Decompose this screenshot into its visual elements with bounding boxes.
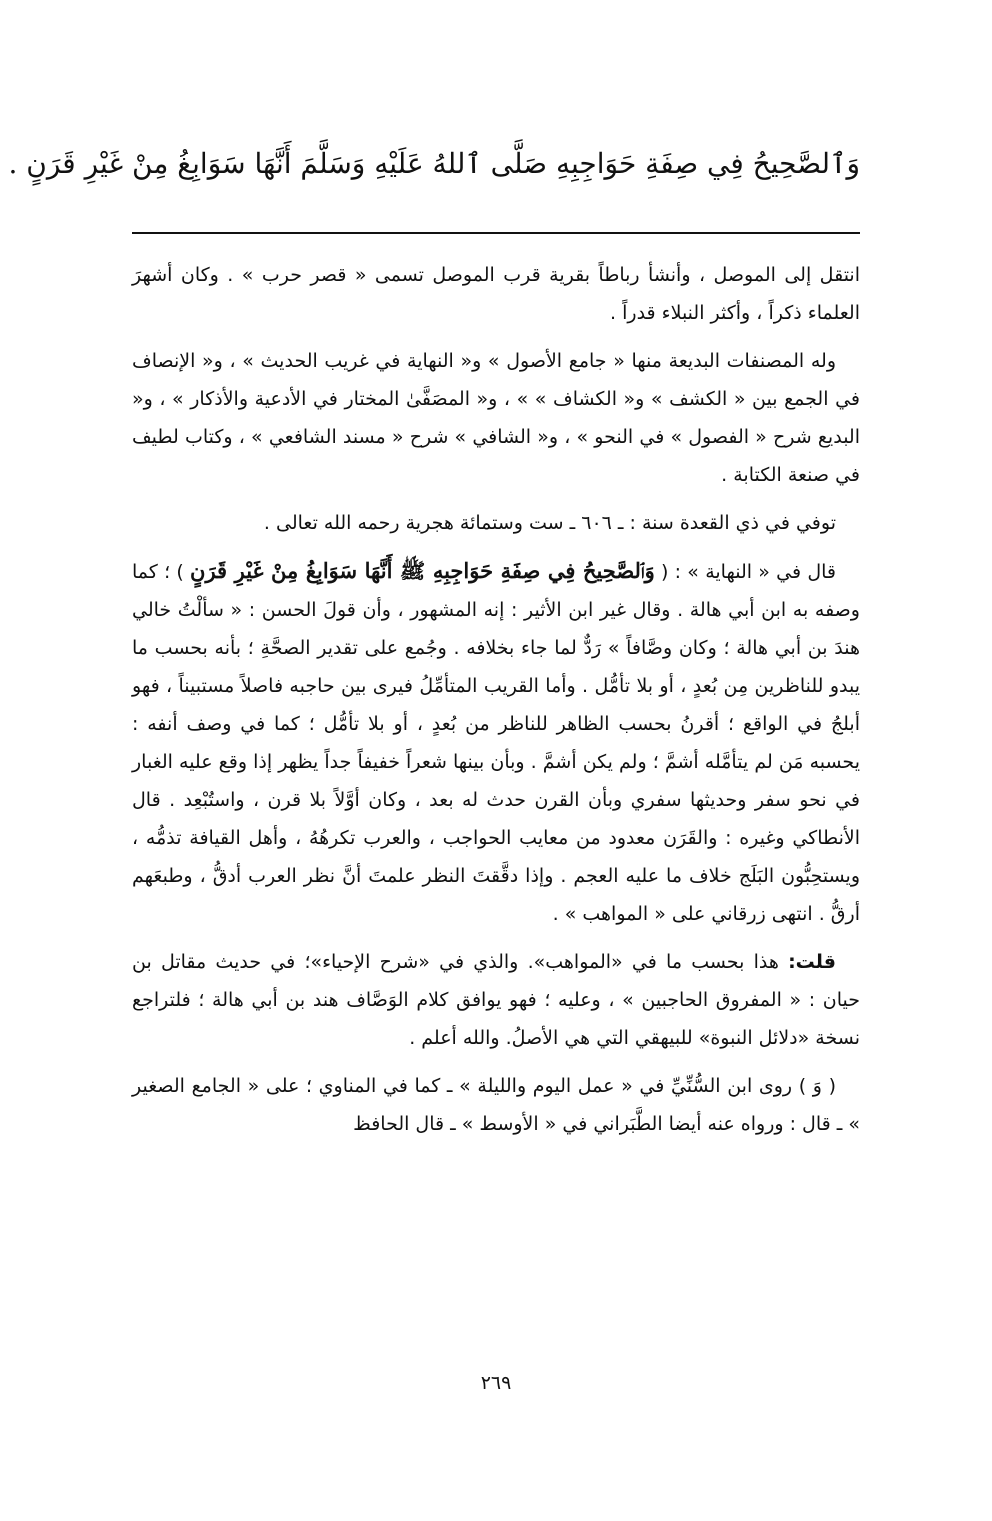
- paragraph-4: [132, 552, 860, 933]
- paragraph-3: توفي في ذي القعدة سنة : ـ ٦٠٦ ـ ست وستمائة هجرية رحمه الله تعالى .: [263, 512, 836, 534]
- paragraph-4-intro: قال في « النهاية » : (: [660, 561, 836, 583]
- paragraph-2: وله المصنفات البديعة منها « جامع الأصول » و« النهاية في غريب الحديث » ، و« الإنصاف في الجمع بين « الكشف » و« الكشاف » » ، و« المصَفَّىٰ المختار في الأدعية والأذكار » ، و« البديع شرح « الفصول » في النحو » ، و« الشافي » شرح « مسند الشافعي » ، وكتاب لطيف في صنعة الكتابة .: [132, 350, 860, 486]
- paragraph-4-rest: ) ؛ كما وصفه به ابن أبي هالة . وقال غير ابن الأثير : إنه المشهور ، وأن قولَ الحسن : « سألْتُ خالي هندَ بن أبي هالة ؛ وكان وصَّافاً » رَدٌّ لما جاء بخلافه . وجُمع على تقدير الصحَّةِ ؛ بأنه بحسب ما يبدو للناظرين مِن بُعدٍ ، أو بلا تأمُّل . وأما القريب المتأمِّلُ فيرى بين حاجبه فاصلاً مستبيناً ، فهو أبلجُ في الواقع ؛ أقرنُ بحسب الظاهر للناظر من بُعدٍ ، أو بلا تأمُّل ؛ كما في وصف أنفه : يحسبه مَن لم يتأمَّله أشمَّ ؛ ولم يكن أشمَّ . وبأن بينها شعراً خفيفاً جداً يظهر إذا وقع عليه الغبار في نحو سفر وحديثها سفري وبأن القرن حدث له بعد ، وكان أوَّلاً بلا قرن ، واستُبْعِد . قال الأنطاكي وغيره : والقَرَن معدود من معايب الحواجب ، والعرب تكرهُهُ ، وأهل القيافة تذمُّه ، ويستحِبُّون البَلَج خلاف ما عليه العجم . وإذا دقَّقتَ النظر علمتَ أنَّ نظر العرب أدقُّ ، وطبعَهم أرقُّ . انتهى زرقاني على « المواهب » .: [132, 561, 860, 925]
- paragraph-5-text: هذا بحسب ما في «المواهب». والذي في «شرح الإحياء»؛ في حديث مقاتل بن حيان : « المفروق الحاجبين » ، وعليه ؛ فهو يوافق كلام الوَصَّاف هند بن أبي هالة ؛ فلتراجع نسخة «دلائل النبوة» للبيهقي التي هي الأصلُ. والله أعلم .: [132, 951, 860, 1049]
- paragraph-6: ( وَ ) روى ابن السُّنِّيِّ في « عمل اليوم والليلة » ـ كما في المناوي ؛ على « الجامع الصغير » ـ قال : ورواه عنه أيضا الطَّبَراني في « الأوسط » ـ قال الحافظ: [132, 1075, 860, 1135]
- paragraph-5: [132, 943, 860, 1057]
- paragraph-4-quoted-matn: وَٱلصَّحِيحُ فِي صِفَةِ حَوَاجِبِهِ ﷺ أَنَّهَا سَوَابِغُ مِنْ غَيْرِ قَرَنٍ: [190, 558, 655, 583]
- paragraph-5-label: قلت:: [788, 951, 836, 973]
- commentary-section: [132, 256, 860, 1153]
- paragraph-1: انتقل إلى الموصل ، وأنشأ رباطاً بقرية قرب الموصل تسمى « قصر حرب » . وكان أشهرَ العلماء ذكراً ، وأكثر النبلاء قدراً .: [132, 264, 860, 324]
- page-number: ٢٦٩: [480, 1372, 512, 1394]
- separator-rule: [132, 232, 860, 234]
- matn-text: وَٱلصَّحِيحُ فِي صِفَةِ حَوَاجِبِهِ صَلَّى ٱللهُ عَلَيْهِ وَسَلَّمَ أَنَّهَا سَوَابِغُ مِنْ غَيْرِ قَرَنٍ .: [8, 147, 860, 180]
